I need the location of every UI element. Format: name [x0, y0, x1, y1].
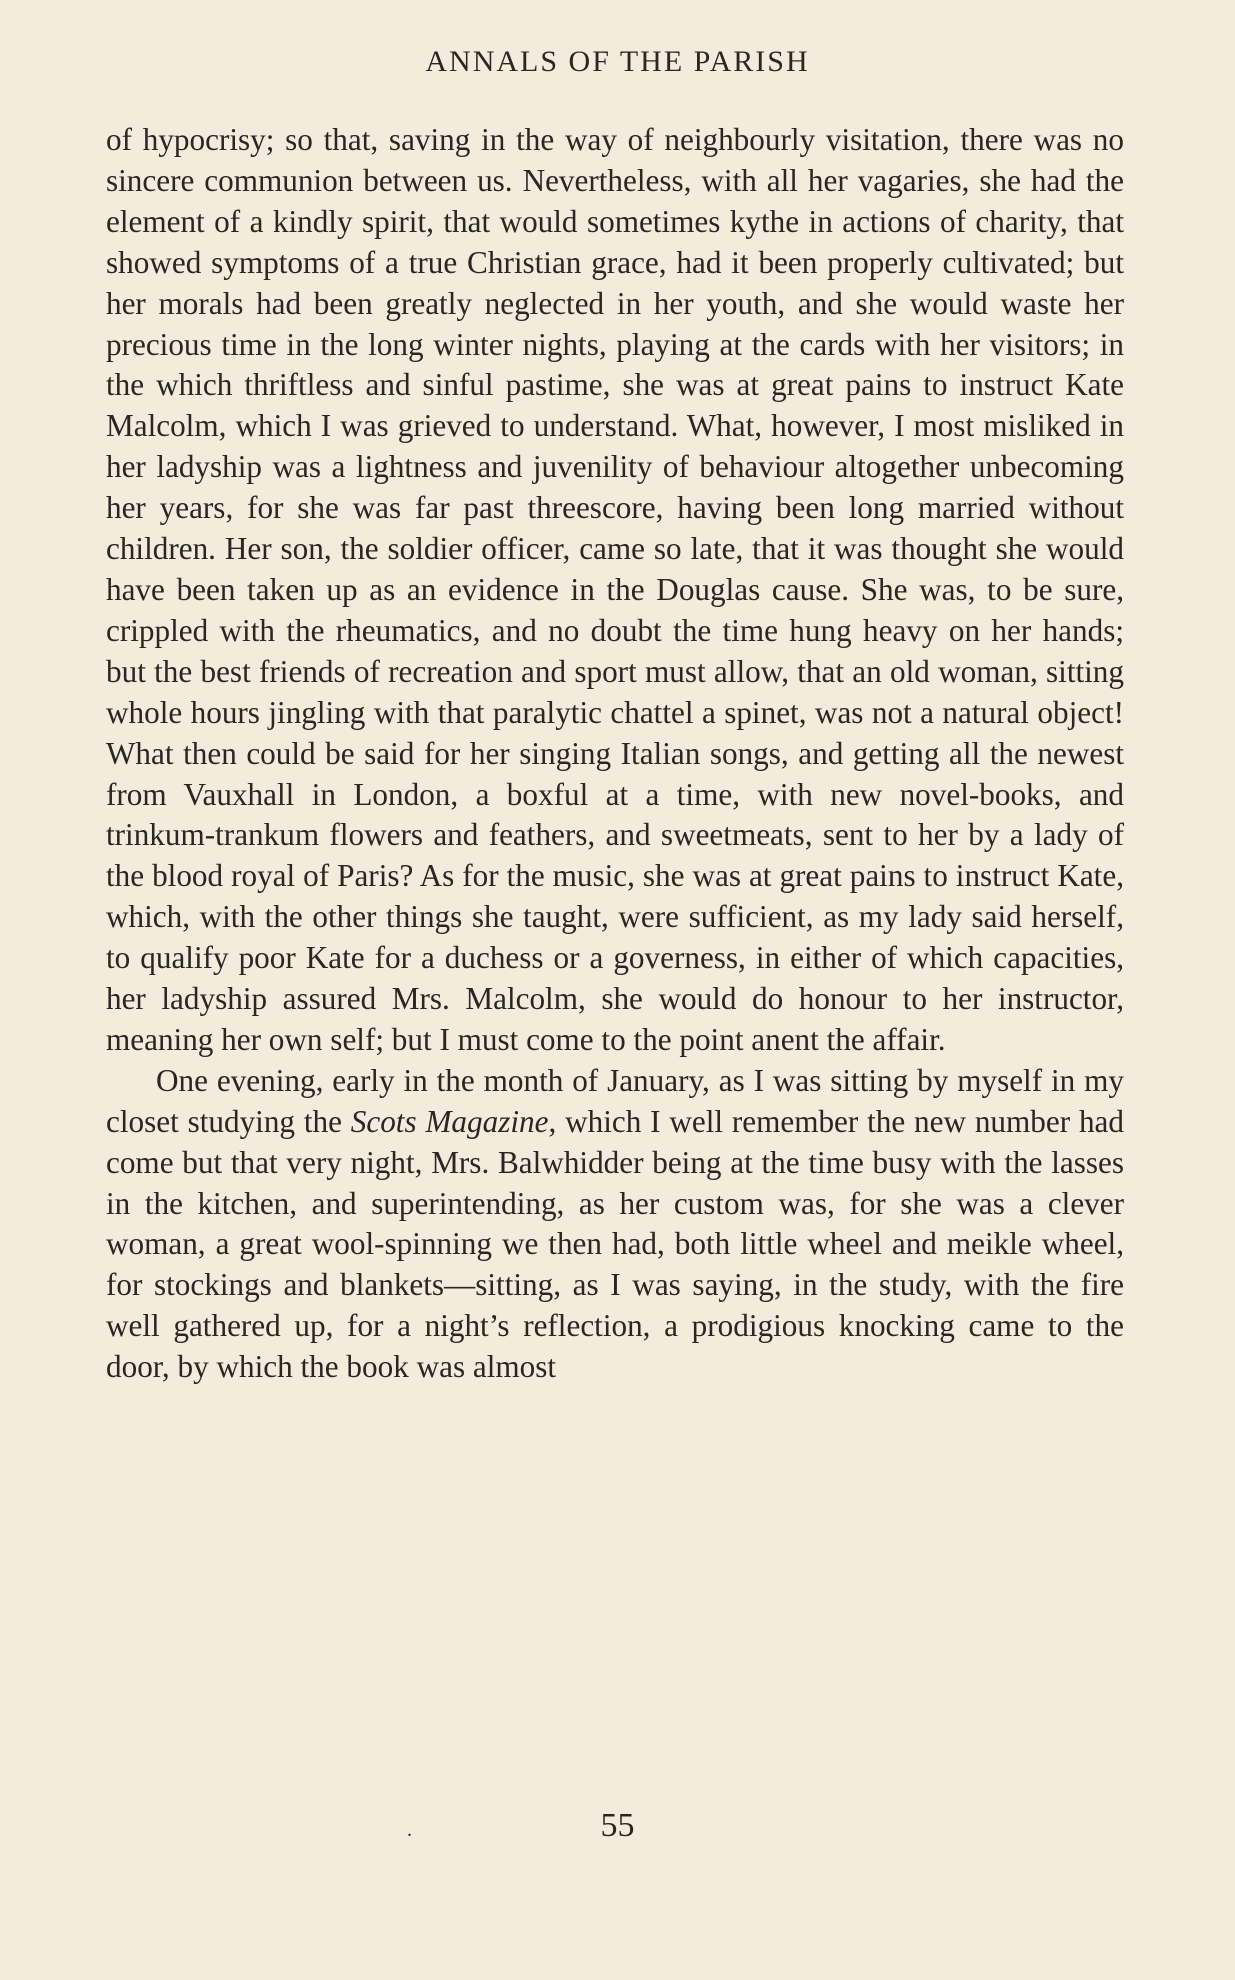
footer-mark: .	[407, 1819, 412, 1841]
paragraph-new	[106, 1061, 1124, 1388]
magazine-title-italic: Scots Magazine	[350, 1103, 549, 1139]
paragraph-text-rest: , which I well remember the new number had come but that very night, Mrs. Balwhidder being at the time busy with the lasses in the kitchen, and superintending, as her custom was, for she was a clever woman, a great wool-spinning we then had, both little wheel and meikle wheel, for stockings and blankets—sitting, as I was saying, in the study, with the fire well gathered up, for a night’s reflection, a prodigious knocking came to the door, by which the book was almost	[106, 1103, 1124, 1385]
page-number: 55	[600, 1807, 635, 1844]
paragraph-text-start: One evening, early in the month of January, as I was sitting by myself in my closet studying the	[106, 1062, 1124, 1139]
body-text	[106, 120, 1124, 1388]
paragraph-continued: of hypocrisy; so that, saving in the way of neighbourly visitation, there was no sincere communion between us. Nevertheless, with all her vagaries, she had the element of a kindly spirit, that would sometimes kythe in actions of charity, that showed symptoms of a true Christian grace, had it been properly cultivated; but her morals had been greatly neglected in her youth, and she would waste her precious time in the long winter nights, playing at the cards with her visitors; in the which thriftless and sinful pastime, she was at great pains to instruct Kate Malcolm, which I was grieved to understand. What, however, I most misliked in her ladyship was a lightness and juvenility of behaviour altogether unbecoming her years, for she was far past threescore, having been long married without children. Her son, the soldier officer, came so late, that it was thought she would have been taken up as an evidence in the Douglas cause. She was, to be sure, crippled with the rheumatics, and no doubt the time hung heavy on her hands; but the best friends of recreation and sport must allow, that an old woman, sitting whole hours jingling with that paralytic chattel a spinet, was not a natural object! What then could be said for her singing Italian songs, and getting all the newest from Vauxhall in London, a boxful at a time, with new novel-books, and trinkum-trankum flowers and feathers, and sweetmeats, sent to her by a lady of the blood royal of Paris? As for the music, she was at great pains to instruct Kate, which, with the other things she taught, were sufficient, as my lady said herself, to qualify poor Kate for a duchess or a governess, in either of which capacities, her ladyship assured Mrs. Malcolm, she would do honour to her instructor, meaning her own self; but I must come to the point anent the affair.	[106, 122, 1124, 1057]
running-head: ANNALS OF THE PARISH	[425, 45, 810, 78]
